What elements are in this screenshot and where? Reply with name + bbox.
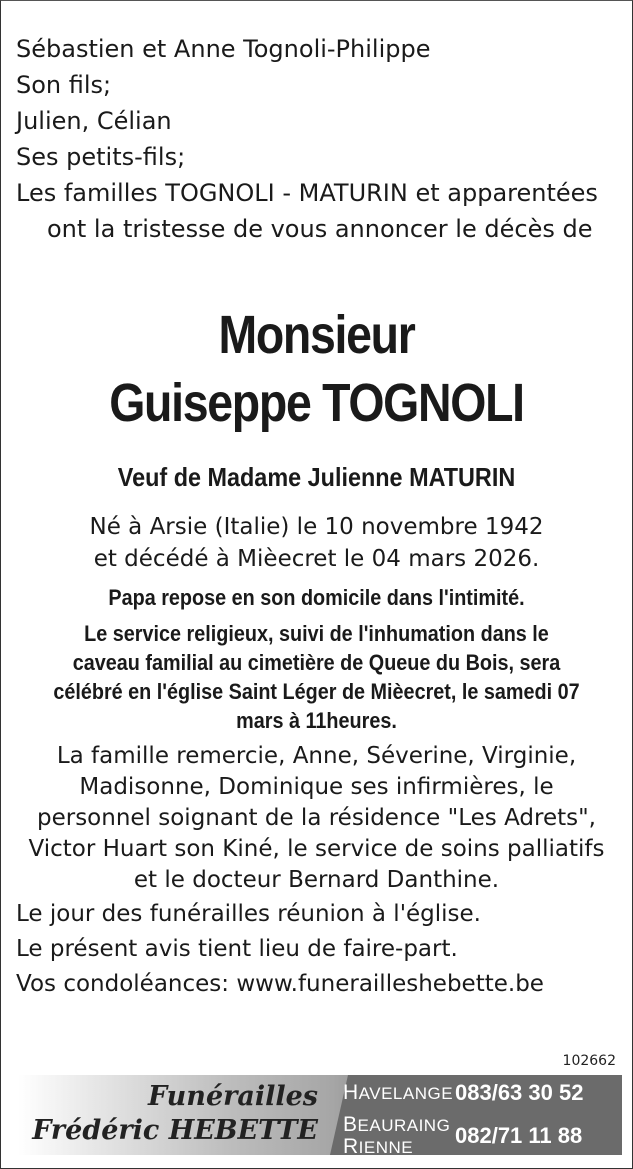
wake-notice	[11, 583, 622, 612]
family-line: Son fils;	[16, 71, 112, 99]
wake-text: Papa repose en son domicile dans l'intimité.	[108, 585, 525, 610]
gathering-note: Le jour des funérailles réunion à l'église.	[16, 901, 481, 927]
reference-number: 102662	[562, 1053, 616, 1069]
brand-line-1: Funérailles	[147, 1081, 318, 1112]
thanks-line: et le docteur Bernard Danthine.	[133, 867, 500, 893]
thanks-line: personnel soignant de la résidence "Les Adrets",	[36, 805, 596, 831]
announcement-text: ont la tristesse de vous annoncer le décès de	[47, 215, 593, 243]
deceased-title: Monsieur	[218, 305, 415, 365]
family-line: Julien, Célian	[16, 107, 172, 135]
announcement-note: Le présent avis tient lieu de faire-part.	[16, 936, 458, 962]
contact-place: BEAURAING	[343, 1113, 451, 1136]
thanks-paragraph	[1, 741, 632, 896]
funeral-home-banner	[18, 1075, 622, 1158]
contact-place: RIENNE	[343, 1135, 414, 1158]
contact-phone: 082/71 11 88	[455, 1123, 583, 1148]
contact-place: HAVELANGE	[343, 1081, 454, 1104]
family-list	[16, 31, 622, 247]
family-line: Les familles TOGNOLI - MATURIN et apparentées	[16, 179, 598, 207]
contact-row	[343, 1113, 583, 1159]
service-line: Le service religieux, suivi de l'inhumation dans le	[84, 621, 549, 646]
deceased-name: Guiseppe TOGNOLI	[109, 373, 524, 433]
family-line: Ses petits-fils;	[16, 143, 186, 171]
deceased-name-block	[1, 301, 632, 437]
birth-line: Né à Arsie (Italie) le 10 novembre 1942	[89, 514, 544, 540]
thanks-line: Victor Huart son Kiné, le service de soins palliatifs	[28, 836, 605, 862]
contact-row	[343, 1080, 584, 1105]
service-line: célébré en l'église Saint Léger de Mièecret, le samedi 07	[53, 679, 580, 704]
thanks-line: La famille remercie, Anne, Séverine, Virginie,	[56, 743, 577, 769]
service-line: mars à 11heures.	[236, 708, 397, 733]
death-line: et décédé à Mièecret le 04 mars 2026.	[93, 546, 540, 572]
service-line: caveau familial au cimetière de Queue du Bois, sera	[72, 650, 561, 675]
spouse-line: Veuf de Madame Julienne MATURIN	[117, 462, 516, 492]
brand-line-2: Frédéric HEBETTE	[32, 1115, 318, 1146]
birth-death-dates	[1, 511, 632, 575]
service-notice	[11, 619, 622, 735]
closing-notes	[16, 897, 622, 1002]
family-line: Sébastien et Anne Tognoli-Philippe	[16, 35, 431, 63]
thanks-line: Madisonne, Dominique ses infirmières, le	[79, 774, 554, 800]
condolences-note: Vos condoléances: www.funerailleshebette.be	[16, 971, 544, 997]
contact-phone: 083/63 30 52	[455, 1080, 584, 1105]
